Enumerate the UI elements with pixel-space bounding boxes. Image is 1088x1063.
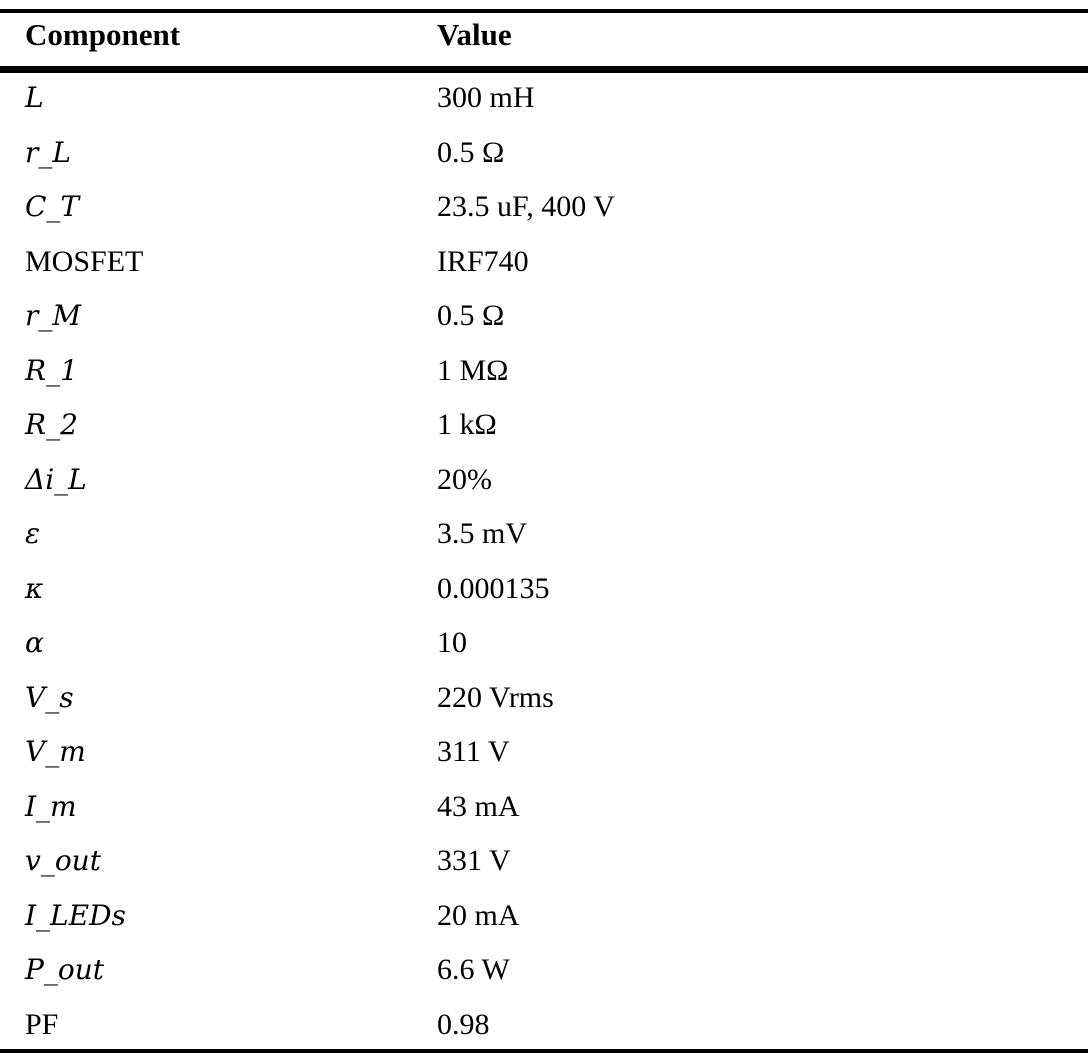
value-cell: 331 V — [437, 844, 511, 877]
table-row — [0, 237, 1088, 292]
table-row — [0, 782, 1088, 837]
component-cell: v_out — [25, 844, 101, 877]
value-cell: 311 V — [437, 735, 510, 768]
component-cell: α — [25, 626, 44, 659]
table-row — [0, 509, 1088, 564]
value-cell: 0.98 — [437, 1007, 490, 1041]
table-row — [0, 673, 1088, 728]
component-cell: ε — [25, 517, 41, 550]
table-bottom-rule — [0, 1049, 1088, 1053]
table-row — [0, 400, 1088, 455]
component-cell: κ — [25, 571, 44, 605]
component-cell: L — [25, 81, 44, 114]
table-row — [0, 727, 1088, 782]
value-cell: 1 MΩ — [437, 353, 509, 387]
component-cell: r_L — [25, 135, 71, 169]
table-row — [0, 182, 1088, 237]
component-cell: C_T — [25, 190, 80, 223]
table-row — [0, 891, 1088, 946]
value-cell: 0.000135 — [437, 571, 550, 605]
component-cell: V_s — [25, 680, 74, 714]
table-row — [0, 346, 1088, 401]
table-row — [0, 291, 1088, 346]
value-cell: 220 Vrms — [437, 680, 554, 714]
component-cell: MOSFET — [25, 244, 144, 278]
value-cell: 23.5 uF, 400 V — [437, 190, 615, 223]
table-row — [0, 564, 1088, 619]
component-cell: PF — [25, 1007, 59, 1041]
component-cell: Δi_L — [25, 462, 87, 496]
value-cell: IRF740 — [437, 244, 529, 278]
value-cell: 1 kΩ — [437, 408, 497, 441]
value-cell: 3.5 mV — [437, 517, 527, 550]
table-row — [0, 1000, 1088, 1055]
header-value: Value — [437, 17, 512, 52]
value-cell: 300 mH — [437, 81, 535, 114]
value-cell: 0.5 Ω — [437, 299, 505, 332]
value-cell: 20 mA — [437, 898, 520, 932]
table-row — [0, 73, 1088, 128]
value-cell: 43 mA — [437, 789, 520, 823]
table-row — [0, 836, 1088, 891]
component-cell: r_M — [25, 299, 82, 332]
component-cell: P_out — [25, 953, 104, 986]
table-row — [0, 618, 1088, 673]
value-cell: 0.5 Ω — [437, 135, 505, 169]
value-cell: 6.6 W — [437, 953, 510, 986]
table-row — [0, 128, 1088, 183]
component-cell: R_2 — [25, 408, 78, 441]
table-row — [0, 455, 1088, 510]
value-cell: 20% — [437, 462, 492, 496]
table-header-rule — [0, 66, 1088, 73]
value-cell: 10 — [437, 626, 467, 659]
component-cell: R_1 — [25, 353, 78, 387]
table-row — [0, 945, 1088, 1000]
table-body — [0, 73, 1088, 1054]
component-cell: I_LEDs — [25, 898, 126, 932]
table-header — [0, 13, 1088, 66]
component-cell: V_m — [25, 735, 86, 768]
component-cell: I_m — [25, 789, 77, 823]
header-component: Component — [25, 17, 181, 52]
